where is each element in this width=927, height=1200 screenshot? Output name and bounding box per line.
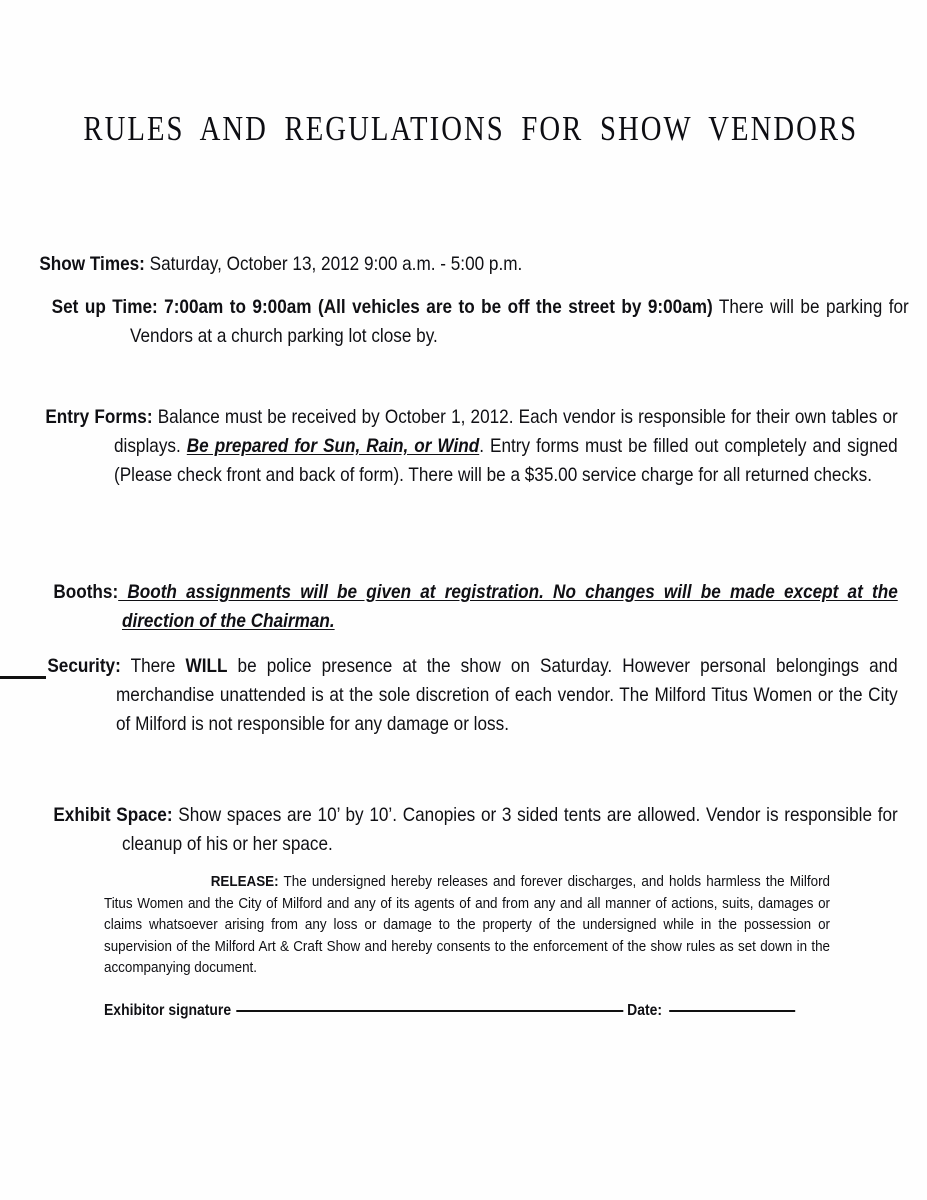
exhibitor-signature-field[interactable] — [237, 1010, 624, 1012]
exhibit-space-body: Show spaces are 10’ by 10’. Canopies or 3 sided tents are allowed. Vendor is responsible for cleanup of his or her space. — [122, 804, 898, 855]
section-booths — [44, 578, 898, 636]
entry-forms-emphasis: Be prepared for Sun, Rain, or Wind — [186, 435, 480, 457]
security-body-part-2: be police presence at the show on Saturday. However personal belongings and merchandise unattended is at the sole discretion of each vendor. The Milford Titus Women or the City of Milford is not responsible for any damage or loss. — [116, 655, 898, 735]
signature-line-row — [104, 1000, 804, 1022]
show-times-body: Saturday, October 13, 2012 9:00 a.m. - 5:00 p.m. — [144, 253, 523, 275]
entry-forms-body-part-1: Balance must be received by October 1, 2012. Each vendor is responsible for their own tables or displays. — [114, 406, 898, 457]
section-entry-forms — [36, 403, 898, 490]
security-label: Security: — [47, 655, 121, 677]
release-body: The undersigned hereby releases and forever discharges, and holds harmless the Milford Titus Women and the City of Milford and any of its agents of and from any and all manner of actions, suits, damages or claims whatsoever arising from any loss or damage to the property of the undersigned while in the possession or supervision of the Milford Art & Craft Show and hereby consents to the enforcement of the show rules as set down in the accompanying document. — [104, 874, 831, 977]
section-security — [38, 652, 898, 739]
release-label: RELEASE: — [210, 874, 279, 890]
booths-emphasis: Booth assignments will be given at registration. No changes will be made except at the direction of the Chairman. — [118, 581, 898, 632]
release-paragraph — [104, 872, 830, 980]
section-exhibit-space — [44, 801, 898, 859]
page-title: RULES AND REGULATIONS FOR SHOW VENDORS — [83, 109, 859, 148]
date-field[interactable] — [669, 1010, 795, 1012]
date-label: Date: — [627, 1002, 663, 1019]
section-set-up-time — [41, 293, 909, 351]
entry-forms-label: Entry Forms: — [45, 406, 153, 428]
section-show-times — [30, 250, 898, 279]
set-up-time-body: There will be parking for Vendors at a church parking lot close by. — [130, 296, 909, 347]
entry-forms-body-part-2: . Entry forms must be filled out completely and signed (Please check front and back of form). There will be a $35.00 service charge for all returned checks. — [114, 435, 898, 486]
security-strong: WILL — [185, 655, 228, 677]
booths-label: Booths: — [53, 581, 119, 603]
show-times-label: Show Times: — [39, 253, 145, 275]
scan-artifact-underline — [0, 676, 46, 679]
exhibit-space-label: Exhibit Space: — [53, 804, 173, 826]
set-up-time-label: Set up Time: 7:00am to 9:00am (All vehicles are to be off the street by 9:00am) — [51, 296, 713, 318]
security-body-part-1: There — [120, 655, 186, 677]
exhibitor-signature-label: Exhibitor signature — [104, 1002, 232, 1019]
